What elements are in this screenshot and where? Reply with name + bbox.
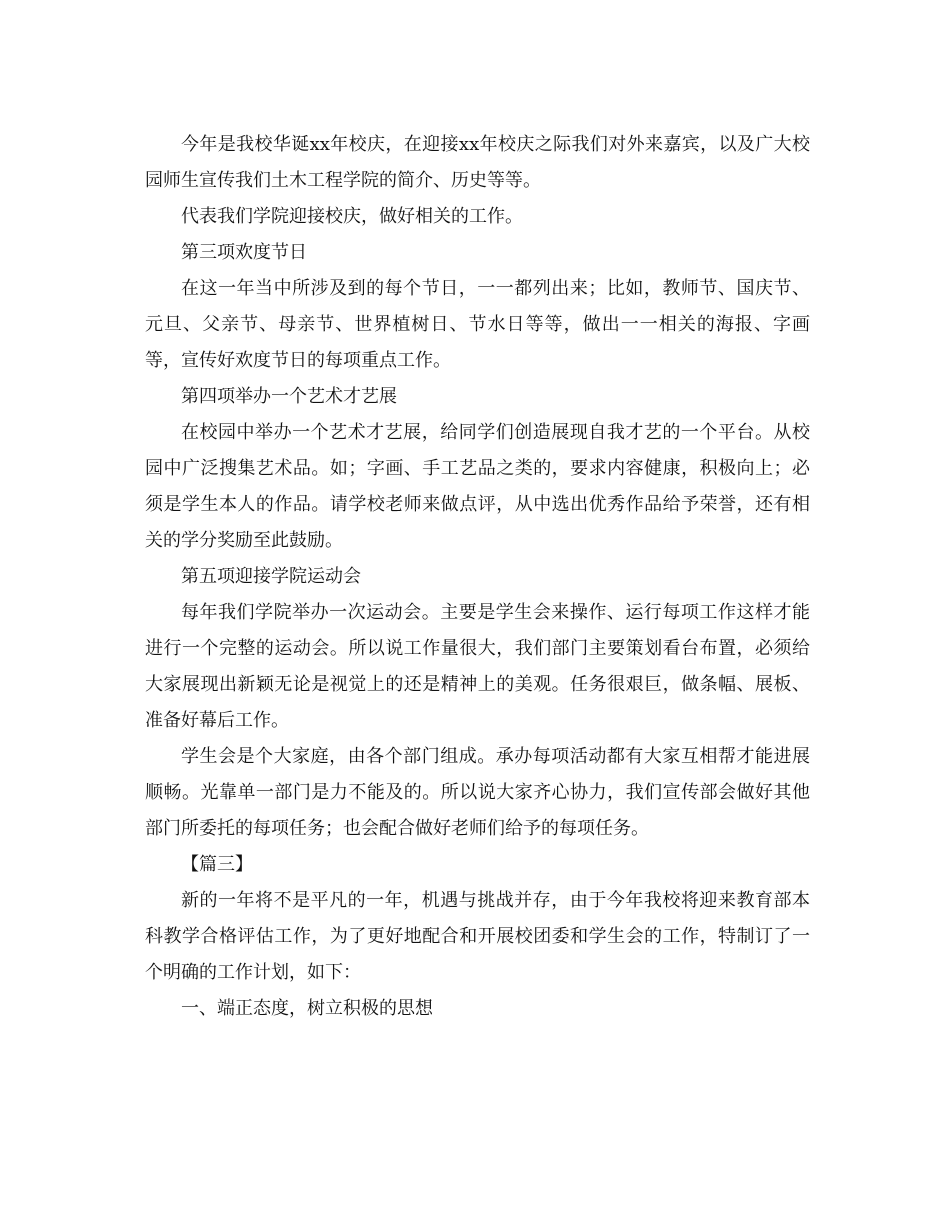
heading-item-three: 第三项欢度节日 <box>181 242 307 263</box>
paragraph-sports-meet: 每年我们学院举办一次运动会。主要是学生会来操作、运行每项工作这样才能进行一个完整的运动会。所以说工作量很大，我们部门主要策划看台布置，必须给大家展现出新颖无论是视觉上的还是精神上的美观。任务很艰巨，做条幅、展板、准备好幕后工作。 <box>145 602 810 731</box>
paragraph-new-year-plan: 新的一年将不是平凡的一年，机遇与挑战并存，由于今年我校将迎来教育部本科教学合格评估工作，为了更好地配合和开展校团委和学生会的工作，特制订了一个明确的工作计划，如下： <box>145 890 810 983</box>
paragraph-anniversary-duty: 代表我们学院迎接校庆，做好相关的工作。 <box>181 206 523 227</box>
section-marker-part-three: 【篇三】 <box>181 854 253 875</box>
paragraph-art-exhibition: 在校园中举办一个艺术才艺展，给同学们创造展现自我才艺的一个平台。从校园中广泛搜集艺术品。如；字画、手工艺品之类的，要求内容健康，积极向上；必须是学生本人的作品。请学校老师来做点评，从中选出优秀作品给予荣誉，还有相关的学分奖励至此鼓励。 <box>145 422 810 551</box>
paragraph-student-union: 学生会是个大家庭，由各个部门组成。承办每项活动都有大家互相帮才能进展顺畅。光靠单一部门是力不能及的。所以说大家齐心协力，我们宣传部会做好其他部门所委托的每项任务；也会配合做好老师们给予的每项任务。 <box>145 746 810 839</box>
paragraph-anniversary-intro: 今年是我校华诞xx年校庆，在迎接xx年校庆之际我们对外来嘉宾，以及广大校园师生宣传我们土木工程学院的简介、历史等等。 <box>145 134 810 191</box>
heading-point-one: 一、端正态度，树立积极的思想 <box>181 998 433 1019</box>
document-body <box>145 127 810 1027</box>
heading-item-five: 第五项迎接学院运动会 <box>181 566 361 587</box>
heading-item-four: 第四项举办一个艺术才艺展 <box>181 386 397 407</box>
paragraph-festivals: 在这一年当中所涉及到的每个节日，一一都列出来；比如，教师节、国庆节、元旦、父亲节、母亲节、世界植树日、节水日等等，做出一一相关的海报、字画等，宣传好欢度节日的每项重点工作。 <box>145 278 810 371</box>
